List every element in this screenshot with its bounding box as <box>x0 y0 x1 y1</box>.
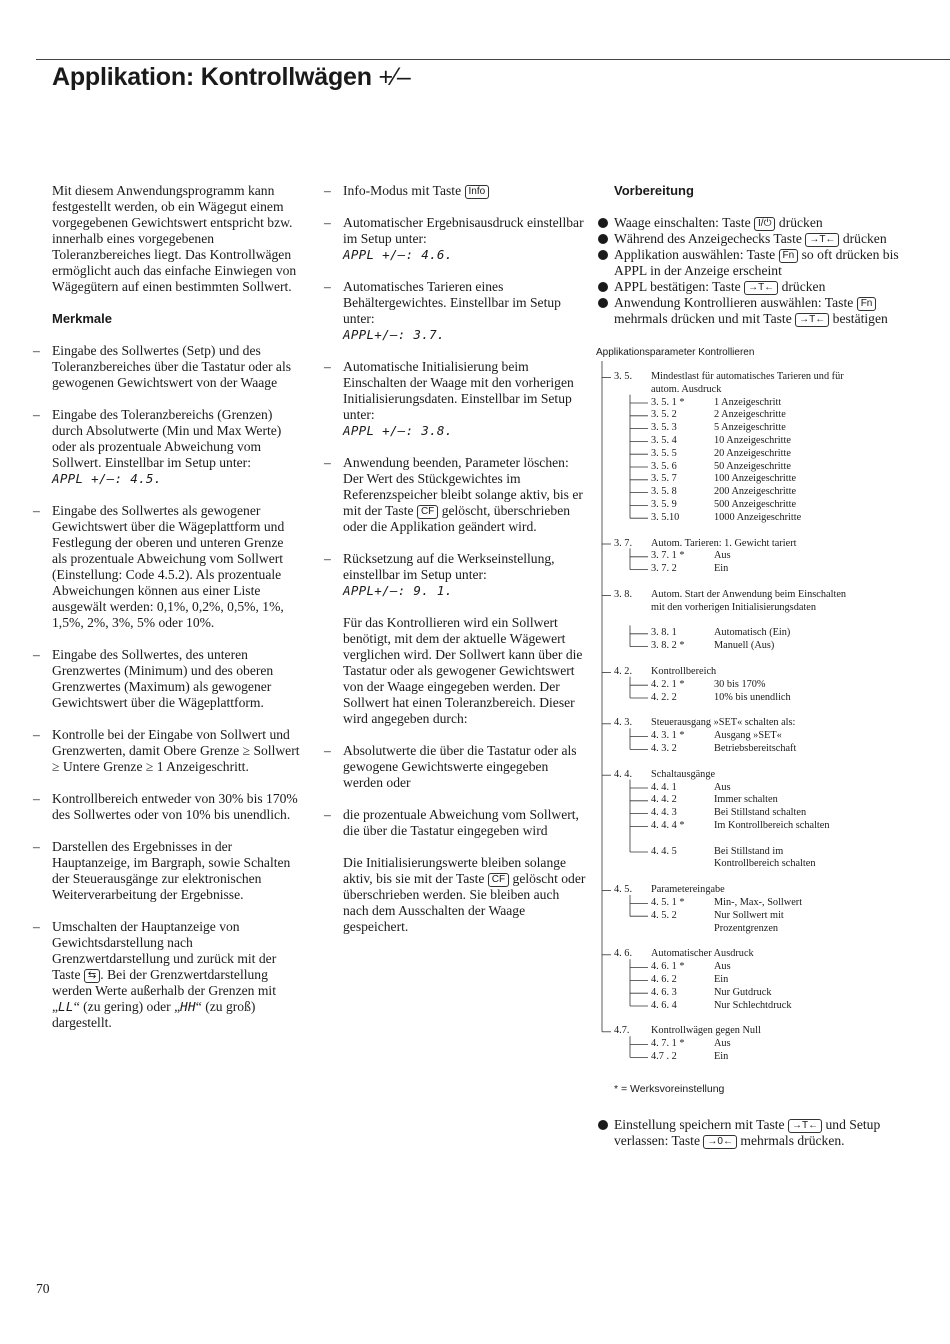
parameter-label: Automatischer Ausdruck <box>651 948 754 960</box>
option-code: 4. 3. 1 * <box>651 730 685 742</box>
save-step: Einstellung speichern mit Taste →T← und Setup verlassen: Taste →0← mehrmals drücken. <box>596 1117 926 1149</box>
parameter-code: 4. 2. <box>614 666 633 677</box>
option-label: Ausgang »SET« <box>714 730 782 742</box>
features-list <box>52 343 300 903</box>
option-label: 5 Anzeigeschritte <box>714 422 786 434</box>
option-code: 3. 5. 9 <box>651 499 677 510</box>
option-code: 3. 5.10 <box>651 511 680 523</box>
option-code: 4. 3. 2 <box>651 743 677 754</box>
parameter-code: 4. 3. <box>614 717 633 729</box>
option-code: 4. 4. 5 <box>651 845 677 857</box>
option-label: Ein <box>714 1051 729 1062</box>
feature-item: – Kontrolle bei der Eingabe von Sollwert und Grenzwerten, damit Obere Grenze ≥ Sollwert ≥ Untere Grenze ≥ 1 Anzeigeschritt. <box>33 727 300 775</box>
tare-key-icon: →T← <box>795 313 829 327</box>
feature-item: – Darstellen des Ergebnisses in der Hauptanzeige, im Bargraph, sowie Schalten der Steuerausgänge zur elektronischen Weiterverarbeitung der Ergebnisse. <box>33 839 300 903</box>
tree-title: Applikationsparameter Kontrollieren <box>596 347 755 358</box>
parameter-code: 4. 5. <box>614 884 633 896</box>
option-label: Immer schalten <box>714 794 778 806</box>
cf-key-icon: CF <box>417 505 438 519</box>
option-label: 20 Anzeigeschritte <box>714 447 791 459</box>
option-label: Ein <box>714 563 729 575</box>
feature-item-display-toggle: – Umschalten der Hauptanzeige von Gewichtsdarstellung nach Grenzwertdarstellung und zurück mit der Taste ⇆ . Bei der Grenzwertdarstellung werden Werte außerhalb der Grenzen mit „LL“ (zu gering) oder „HH“ (zu groß) dargestellt. <box>33 919 300 1031</box>
option-label: Min-, Max-, Sollwert <box>714 897 803 908</box>
option-label: Bei Stillstand im Kontrollbereich schalten <box>714 845 816 870</box>
parameter-code: 4. 4. <box>614 768 633 780</box>
preparation-step: Anwendung Kontrollieren auswählen: Taste Fn mehrmals drücken und mit Taste →T← bestätigen <box>596 295 926 327</box>
option-code: 4. 2. 1 * <box>651 678 685 690</box>
option-label: 30 bis 170% <box>714 678 766 690</box>
feature-item: – Eingabe des Sollwertes als gewogener Gewichtswert über die Wägeplattform und Festlegung der oberen und unteren Grenze als prozentuale Abweichung vom Sollwert (Einstellung: Code 4.5.2). Als prozentuale Abweichungen können aus einer Liste ausgewält werden: 0,1%, 0,2%, 0,5%, 1%, 1,5%, 2%, 3%, 5% oder 10%. <box>33 503 300 631</box>
option-label: 2 Anzeigeschritte <box>714 409 786 421</box>
column-middle <box>324 183 586 951</box>
option-code: 4. 2. 2 <box>651 691 677 703</box>
parameter-label: Mindestlast für automatisches Tarieren und für autom. Ausdruck <box>651 371 844 395</box>
intro-paragraph: Mit diesem Anwendungsprogramm kann festgestellt werden, ob ein Wägegut einem vorgegebenen Gewichtswert entspricht bzw. innerhalb eines vorgegebenen Toleranzbereiches liegt. Das Kontrollwägen ermöglicht auch das einfache Einwiegen von Wägegütern auf einen bestimmten Sollwert. <box>52 183 297 294</box>
preparation-step: Waage einschalten: Taste I/⏻ drücken <box>596 215 926 231</box>
option-label: 10 Anzeigeschritte <box>714 435 791 446</box>
header-rule <box>36 59 950 60</box>
tare-key-icon: →T← <box>788 1119 822 1133</box>
parameter-code: 3. 5. <box>614 371 633 382</box>
info-mode-item: – Info-Modus mit Taste Info <box>324 183 586 199</box>
column-left <box>52 183 300 1047</box>
option-code: 4. 4. 2 <box>651 794 677 806</box>
feature-item: – Kontrollbereich entweder von 30% bis 170% des Sollwertes oder von 10% bis unendlich. <box>33 791 300 823</box>
percentage-item: – die prozentuale Abweichung vom Sollwert, die über die Tastatur eingegeben wird <box>324 807 586 839</box>
parameter-label: Parametereingabe <box>651 884 725 896</box>
option-code: 3. 5. 4 <box>651 435 677 446</box>
option-code: 3. 5. 2 <box>651 409 677 421</box>
option-label: 1 Anzeigeschritt <box>714 396 782 408</box>
option-label: Nur Schlechtdruck <box>714 999 792 1011</box>
checkweighing-symbol: +⁄– <box>378 63 411 91</box>
preparation-step: APPL bestätigen: Taste →T← drücken <box>596 279 926 295</box>
option-label: 1000 Anzeigeschritte <box>714 511 802 523</box>
option-label: Aus <box>714 550 731 562</box>
option-code: 3. 5. 5 <box>651 447 677 459</box>
column-right <box>596 183 926 1149</box>
option-code: 4. 4. 1 <box>651 781 677 793</box>
option-code: 4. 6. 3 <box>651 986 677 998</box>
option-code: 3. 7. 1 * <box>651 550 685 562</box>
cf-key-icon: CF <box>488 873 509 887</box>
key-icon: →T← <box>805 233 839 247</box>
auto-init-item: – Automatische Initialisierung beim Einschalten der Waage mit den vorherigen Initialisierungsdaten. Einstellbar im Setup unter: APPL +/–: 3.8. <box>324 359 586 439</box>
option-code: 4. 4. 3 <box>651 807 677 819</box>
key-icon: I/⏻ <box>754 217 775 231</box>
page-number: 70 <box>36 1281 50 1296</box>
option-label: Nur Sollwert mit Prozentgrenzen <box>714 909 784 934</box>
zero-key-icon: →0← <box>703 1135 737 1149</box>
option-label: 100 Anzeigeschritte <box>714 473 797 485</box>
option-code: 3. 5. 6 <box>651 460 677 472</box>
option-code: 3. 5. 1 * <box>651 396 685 408</box>
option-label: Manuell (Aus) <box>714 640 775 652</box>
absolute-values-item: – Absolutwerte die über die Tastatur oder als gewogene Gewichtswerte eingegeben werden oder <box>324 743 586 791</box>
option-label: Betriebsbereitschaft <box>714 743 797 754</box>
parameter-label: Kontrollbereich <box>651 666 717 677</box>
setup-code: APPL +/–: 4.5. <box>52 471 162 486</box>
toggle-key-icon: ⇆ <box>84 969 100 983</box>
feature-item: – Eingabe des Sollwertes, des unteren Grenzwertes (Minimum) und des oberen Grenzwertes (Maximum) als gewogener Gewichtswert über die Wägeplattform. <box>33 647 300 711</box>
preparation-heading: Vorbereitung <box>614 183 694 198</box>
option-label: 10% bis unendlich <box>714 691 791 703</box>
feature-item: – Eingabe des Sollwertes (Setp) und des Toleranzbereiches über die Tastatur oder als gewogenen Gewichtswert von der Waage <box>33 343 300 391</box>
parameter-tree <box>596 361 926 1081</box>
auto-tare-item: – Automatisches Tarieren eines Behältergewichtes. Einstellbar im Setup unter: APPL+/–: 3.7. <box>324 279 586 343</box>
option-code: 4. 5. 2 <box>651 909 677 921</box>
feature-item: – Eingabe des Toleranzbereichs (Grenzen) durch Absolutwerte (Min und Max Werte) oder als prozentuale Abweichung vom Sollwert. Einstellbar im Setup unter: APPL +/–: 4.5. <box>33 407 300 487</box>
option-label: 200 Anzeigeschritte <box>714 486 797 498</box>
option-label: 500 Anzeigeschritte <box>714 499 797 510</box>
init-values-paragraph: Die Initialisierungswerte bleiben solange aktiv, bis sie mit der Taste CF gelöscht oder überschrieben werden. Sie bleiben auch nach dem Ausschalten der Waage gespeichert. <box>343 855 586 934</box>
option-code: 4. 6. 2 <box>651 974 677 985</box>
parameter-code: 3. 7. <box>614 537 633 549</box>
option-label: Aus <box>714 961 731 973</box>
factory-default-footnote: * = Werksvoreinstellung <box>614 1083 725 1095</box>
option-code: 4. 6. 1 * <box>651 961 685 973</box>
option-label: Automatisch (Ein) <box>714 627 791 639</box>
key-icon: Fn <box>779 249 799 263</box>
parameter-code: 4.7. <box>614 1025 630 1037</box>
option-label: Bei Stillstand schalten <box>714 807 807 819</box>
key-icon: →T← <box>744 281 778 295</box>
option-code: 3. 8. 2 * <box>651 640 685 652</box>
option-code: 3. 5. 8 <box>651 486 677 498</box>
setpoint-paragraph: Für das Kontrollieren wird ein Sollwert benötigt, mit dem der aktuelle Wägewert verglichen wird. Der Sollwert kann über die Tastatur oder als gewogener Gewichtswert von der Waage eingegeben werden. Der Sollwert hat einen Toleranzbereich. Dieser wird angegeben durch: <box>343 615 583 726</box>
parameter-label: Autom. Start der Anwendung beim Einschalten mit den vorherigen Initialisierungsdaten <box>651 589 847 613</box>
parameter-label: Autom. Tarieren: 1. Gewicht tariert <box>651 537 797 549</box>
option-code: 4.7 . 2 <box>651 1051 677 1062</box>
preparation-step: Während des Anzeigechecks Taste →T← drücken <box>596 231 926 247</box>
parameter-label: Steuerausgang »SET« schalten als: <box>651 717 796 729</box>
parameter-label: Schaltausgänge <box>651 768 716 780</box>
auto-print-item: – Automatischer Ergebnisausdruck einstellbar im Setup unter: APPL +/–: 4.6. <box>324 215 586 263</box>
option-code: 4. 4. 4 * <box>651 820 685 831</box>
factory-reset-item: – Rücksetzung auf die Werkseinstellung, einstellbar im Setup unter: APPL+/–: 9. 1. <box>324 551 586 599</box>
key-icon: Fn <box>857 297 877 311</box>
page-title: Applikation: Kontrollwägen +⁄– <box>52 63 411 91</box>
option-label: Aus <box>714 1038 731 1050</box>
option-code: 3. 5. 3 <box>651 422 677 434</box>
option-code: 4. 7. 1 * <box>651 1038 685 1050</box>
option-label: Ein <box>714 974 729 985</box>
end-application-item: – Anwendung beenden, Parameter löschen: Der Wert des Stückgewichtes im Referenzspeicher bleibt solange aktiv, bis er mit der Taste CF gelöscht, überschrieben oder die Applikation geändert wird. <box>324 455 586 535</box>
option-label: Im Kontrollbereich schalten <box>714 820 830 831</box>
option-code: 3. 7. 2 <box>651 563 677 575</box>
preparation-steps <box>596 215 926 327</box>
option-label: Nur Gutdruck <box>714 986 772 998</box>
parameter-label: Kontrollwägen gegen Null <box>651 1025 761 1037</box>
option-code: 3. 8. 1 <box>651 627 677 639</box>
preparation-step: Applikation auswählen: Taste Fn so oft drücken bis APPL in der Anzeige erscheint <box>596 247 926 279</box>
features-heading: Merkmale <box>52 311 112 326</box>
option-code: 4. 5. 1 * <box>651 897 685 908</box>
option-label: Aus <box>714 781 731 793</box>
info-key-icon: Info <box>465 185 490 199</box>
parameter-code: 4. 6. <box>614 948 633 960</box>
option-code: 4. 6. 4 <box>651 999 677 1011</box>
parameter-code: 3. 8. <box>614 589 633 600</box>
option-code: 3. 5. 7 <box>651 473 677 485</box>
option-label: 50 Anzeigeschritte <box>714 460 791 472</box>
